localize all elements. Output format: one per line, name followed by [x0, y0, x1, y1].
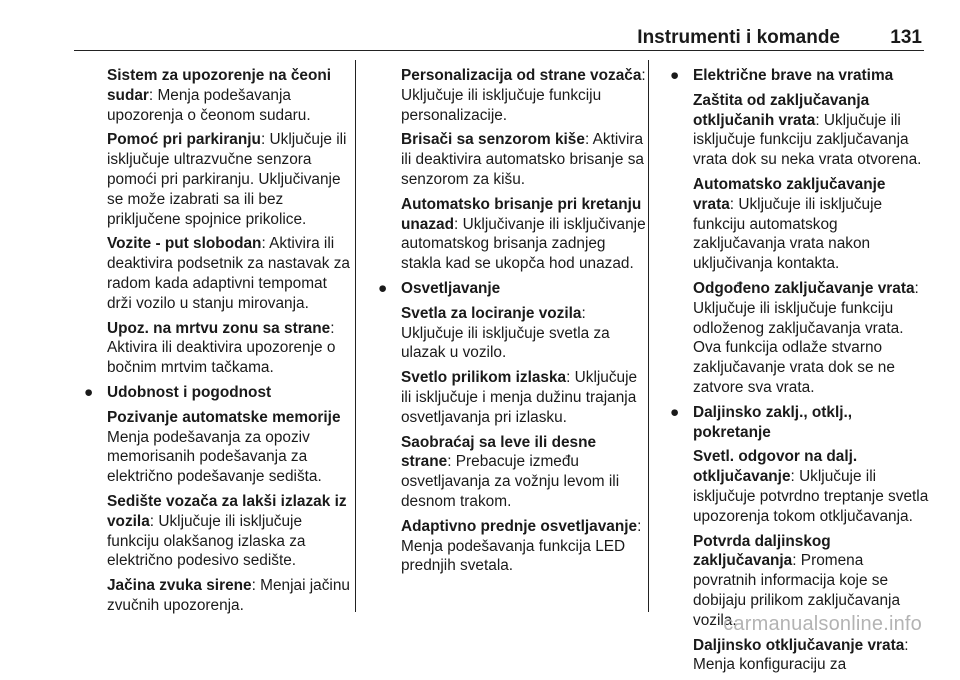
- setting-entry: [107, 130, 354, 229]
- setting-entry: [693, 636, 930, 676]
- setting-term: Pomoć pri parkiranju: [107, 131, 261, 149]
- bullet-dot-icon: ●: [670, 403, 680, 421]
- setting-term: Potvrda daljinskog zaključavanja: [693, 532, 831, 570]
- setting-entry: [401, 433, 646, 512]
- section-heading: Osvetljavanje: [401, 279, 501, 297]
- setting-entry: [107, 319, 354, 378]
- setting-term: Personalizacija od strane vozača: [401, 67, 642, 84]
- setting-term: Automatsko brisanje pri kretanju unazad: [401, 195, 642, 233]
- setting-entry: [401, 517, 646, 576]
- setting-entry: [107, 234, 354, 313]
- setting-entry: [401, 130, 646, 189]
- setting-term: Automatsko zaključavanje vrata: [693, 175, 886, 213]
- setting-description: : Uključuje ili isključuje funkciju automatskog zaključavanja vrata nakon uključivanja kontakta.: [693, 195, 883, 273]
- setting-description: : Aktivira ili deaktivira automatsko brisanje sa senzorom za kišu.: [401, 131, 644, 188]
- setting-description: : Uključuje ili isključuje funkciju zaključavanja vrata dok su neka vrata otvorena.: [693, 111, 922, 169]
- section-heading: Električne brave na vratima: [693, 67, 894, 84]
- section-bullet: [668, 403, 930, 443]
- setting-term: Daljinsko otključavanje vrata: [693, 636, 905, 654]
- setting-description: Menja podešavanja za opoziv memorisanih podešavanja za električno podešavanje sedišta.: [107, 428, 322, 486]
- setting-description: : Uključuje ili isključuje potvrdno treptanje svetla upozorenja tokom otključavanja.: [693, 468, 929, 525]
- column-1: [82, 66, 354, 621]
- setting-description: : Uključuje ili isključuje ultrazvučne senzora pomoći pri parkiranju. Uključivanje se može izabrati sa ili bez priključene spojnice prikolice.: [107, 131, 347, 228]
- setting-description: : Menja konfiguraciju za: [693, 636, 909, 674]
- setting-description: : Menjai jačinu zvučnih upozorenja.: [107, 577, 350, 614]
- setting-term: Svetlo prilikom izlaska: [401, 369, 567, 387]
- setting-term: Odgođeno zaključavanje vrata: [693, 279, 915, 297]
- setting-entry: [693, 279, 930, 398]
- setting-description: : Promena povratnih informacija koje se dobijaju prilikom zaključavanja vozila.: [693, 552, 901, 629]
- setting-description: : Uključuje ili isključuje funkciju personalizacije.: [401, 67, 646, 124]
- setting-term: Jačina zvuka sirene: [107, 577, 252, 595]
- setting-description: : Menja podešavanja upozorenja o čeonom sudaru.: [107, 86, 311, 124]
- setting-description: : Menja podešavanja funkcija LED prednjih svetala.: [401, 517, 642, 575]
- setting-description: : Aktivira ili deaktivira podsetnik za nastavak za radom kada adaptivni tempomat drži vozilo u stanju mirovanja.: [107, 235, 350, 312]
- setting-entry: [693, 447, 930, 526]
- page-header: [74, 0, 924, 51]
- setting-entry: [107, 408, 354, 487]
- setting-term: Saobraćaj sa leve ili desne strane: [401, 433, 597, 471]
- setting-description: : Uključuje ili isključuje svetla za ulazak u vozilo.: [401, 304, 610, 362]
- page-number: 131: [890, 27, 922, 48]
- section-heading: Daljinsko zaklj., otklj., pokretanje: [693, 403, 853, 441]
- column-2: [376, 66, 646, 581]
- setting-term: Upoz. na mrtvu zonu sa strane: [107, 319, 331, 337]
- setting-term: Sedište vozača za lakši izlazak iz vozila: [107, 492, 347, 530]
- page-title: Instrumenti i komande: [637, 27, 840, 48]
- setting-description: : Uključuje ili isključuje funkciju olakšanog izlaska za električno podesivo sedište.: [107, 512, 306, 570]
- section-heading: Udobnost i pogodnost: [107, 383, 272, 401]
- setting-term: Brisači sa senzorom kiše: [401, 131, 585, 149]
- setting-entry: [401, 66, 646, 125]
- section-bullet: [82, 383, 354, 403]
- setting-term: Pozivanje automatske memorije: [107, 408, 341, 426]
- setting-term: Sistem za upozorenje na čeoni sudar: [107, 67, 332, 104]
- setting-entry: [107, 66, 354, 125]
- column-divider: [648, 60, 649, 612]
- setting-entry: [401, 304, 646, 363]
- setting-entry: [401, 368, 646, 427]
- column-3: [668, 66, 930, 680]
- setting-entry: [401, 195, 646, 274]
- setting-entry: [693, 175, 930, 274]
- setting-entry: [693, 91, 930, 170]
- bullet-dot-icon: ●: [84, 383, 94, 401]
- section-bullet: [376, 279, 646, 299]
- setting-entry: [107, 576, 354, 616]
- watermark: carmanualsonline.info: [723, 613, 922, 635]
- setting-description: : Uključuje ili isključuje i menja dužinu trajanja osvetljavanja pri izlasku.: [401, 369, 638, 426]
- setting-entry: [107, 492, 354, 571]
- setting-description: : Prebacuje između osvetljavanja za vožnju levom ili desnom trakom.: [401, 453, 620, 510]
- setting-term: Svetl. odgovor na dalj. otključavanje: [693, 448, 858, 486]
- setting-description: : Uključivanje ili isključivanje automatskog brisanja zadnjeg stakla kad se ukopča hod unazad.: [401, 215, 646, 273]
- column-divider: [355, 60, 356, 612]
- section-bullet: [668, 66, 930, 86]
- setting-term: Vozite - put slobodan: [107, 235, 262, 253]
- setting-term: Zaštita od zaključavanja otključanih vrata: [693, 91, 870, 129]
- bullet-dot-icon: ●: [378, 279, 388, 297]
- setting-term: Svetla za lociranje vozila: [401, 304, 582, 322]
- bullet-dot-icon: ●: [670, 67, 680, 84]
- setting-term: Adaptivno prednje osvetljavanje: [401, 517, 638, 535]
- setting-description: : Aktivira ili deaktivira upozorenje o bočnim mrtvim tačkama.: [107, 319, 336, 377]
- setting-description: : Uključuje ili isključuje funkciju odloženog zaključavanja vrata. Ova funkcija odlaže stvarno zaključavanje vrata dok se ne zatvore sva vrata.: [693, 279, 919, 396]
